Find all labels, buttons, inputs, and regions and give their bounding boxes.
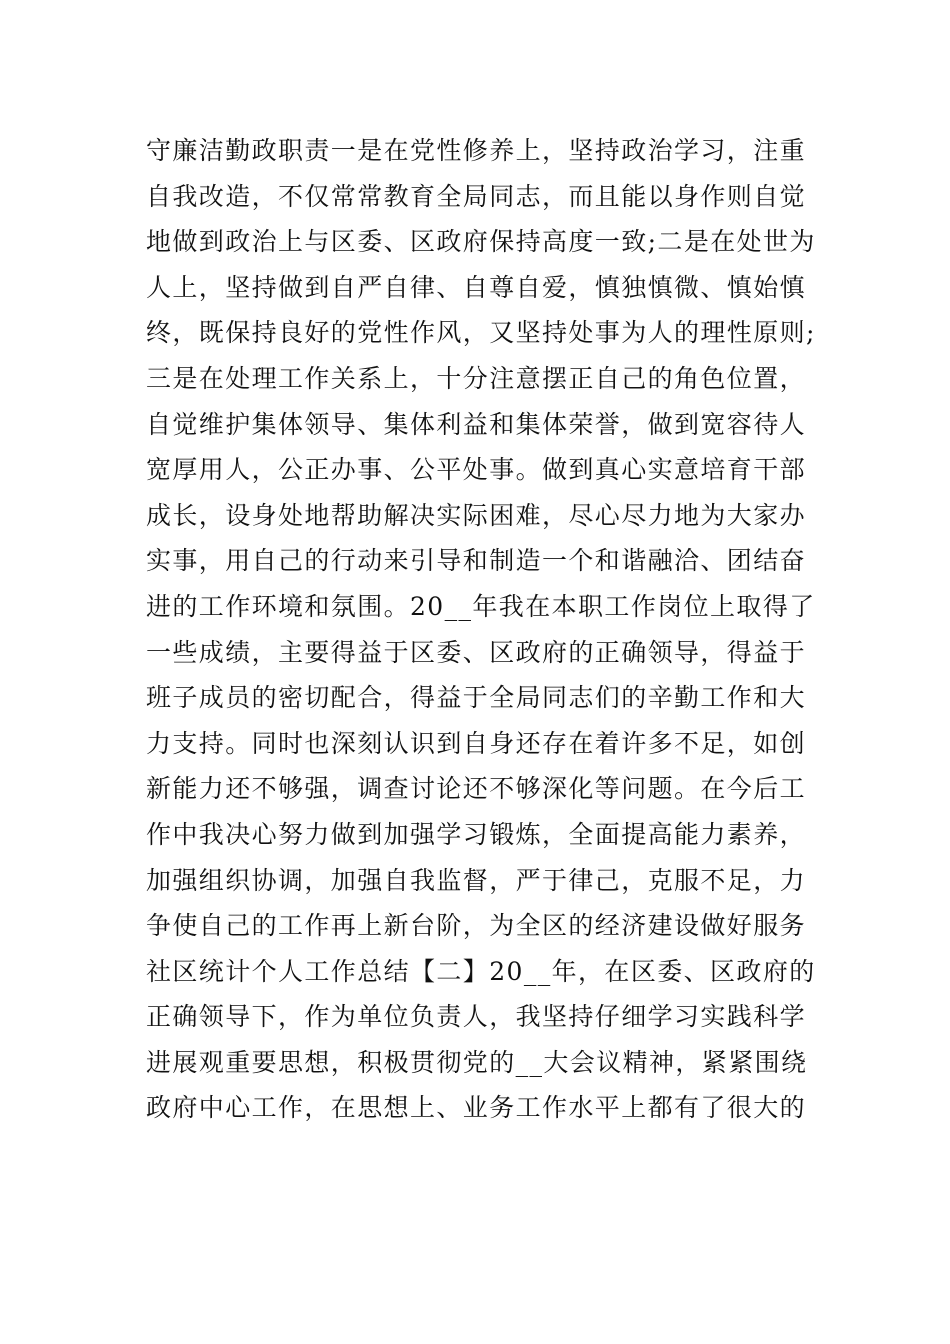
text-line: 正确领导下，作为单位负责人，我坚持仔细学习实践科学 [146, 1002, 807, 1032]
text-line: 社区统计个人工作总结【二】20__年，在区委、区政府的 [146, 956, 816, 986]
text-line: 进的工作环境和氛围。20__年我在本职工作岗位上取得了 [146, 591, 816, 621]
text-line: 作中我决心努力做到加强学习锻炼，全面提高能力素养， [146, 819, 807, 849]
text-line: 守廉洁勤政职责一是在党性修养上，坚持政治学习，注重 [146, 136, 807, 165]
text-line: 终，既保持良好的党性作风，又坚持处事为人的理性原则; [146, 318, 816, 348]
text-line: 新能力还不够强，调查讨论还不够深化等问题。在今后工 [146, 774, 807, 804]
text-line: 人上，坚持做到自严自律、自尊自爱，慎独慎微、慎始慎 [146, 272, 807, 302]
text-line: 一些成绩，主要得益于区委、区政府的正确领导，得益于 [146, 637, 807, 667]
text-line: 加强组织协调，加强自我监督，严于律己，克服不足，力 [146, 865, 807, 895]
text-line: 自觉维护集体领导、集体利益和集体荣誉，做到宽容待人 [146, 409, 807, 439]
text-line: 政府中心工作，在思想上、业务工作水平上都有了很大的 [146, 1093, 807, 1123]
text-line: 宽厚用人，公正办事、公平处事。做到真心实意培育干部 [146, 455, 807, 485]
text-line: 三是在处理工作关系上，十分注意摆正自己的角色位置， [146, 363, 807, 393]
text-line: 自我改造，不仅常常教育全局同志，而且能以身作则自觉 [146, 181, 807, 211]
text-line: 力支持。同时也深刻认识到自身还存在着许多不足，如创 [146, 728, 807, 758]
text-line: 进展观重要思想，积极贯彻党的__大会议精神，紧紧围绕 [146, 1047, 808, 1077]
text-line: 地做到政治上与区委、区政府保持高度一致;二是在处世为 [146, 227, 816, 257]
document-body [146, 128, 826, 1131]
text-line: 争使自己的工作再上新台阶，为全区的经济建设做好服务 [146, 911, 807, 941]
text-line: 班子成员的密切配合，得益于全局同志们的辛勤工作和大 [146, 683, 807, 713]
text-line: 成长，设身处地帮助解决实际困难，尽心尽力地为大家办 [146, 500, 807, 530]
text-line: 实事，用自己的行动来引导和制造一个和谐融洽、团结奋 [146, 546, 807, 576]
